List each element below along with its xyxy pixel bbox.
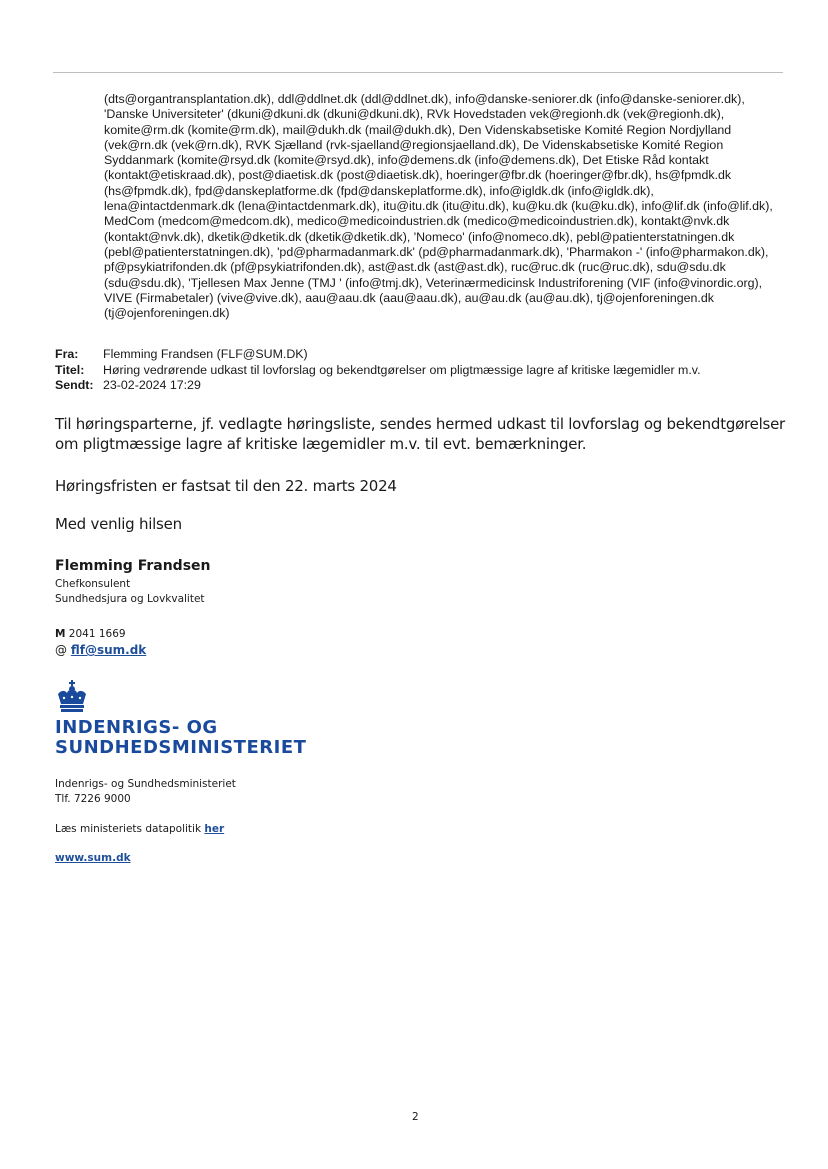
datapolicy-text: Læs ministeriets datapolitik: [55, 823, 202, 835]
email-link[interactable]: flf@sum.dk: [70, 643, 147, 657]
top-divider: [53, 72, 783, 73]
title-label: Titel:: [55, 363, 85, 377]
closing-greeting: Med venlig hilsen: [55, 515, 182, 533]
website-link[interactable]: www.sum.dk: [55, 852, 131, 864]
title-line: [55, 363, 795, 378]
crown-icon: [55, 680, 89, 714]
signature-department: Sundhedsjura og Lovkvalitet: [55, 593, 205, 605]
sent-label: Sendt:: [55, 378, 94, 392]
signature-role: Chefkonsulent: [55, 578, 131, 590]
logo-line-1: INDENRIGS- OG: [55, 717, 218, 738]
sent-line: [55, 378, 795, 393]
title-value: Høring vedrørende udkast til lovforslag og bekendtgørelser om pligtmæssige lagre af kritiske lægemidler m.v.: [103, 363, 701, 377]
ministry-logo-text: [55, 718, 306, 758]
logo-line-2: SUNDHEDSMINISTERIET: [55, 737, 307, 758]
datapolicy-line: [55, 822, 224, 837]
sent-value: 23-02-2024 17:29: [103, 378, 201, 392]
body-paragraph-2: Høringsfristen er fastsat til den 22. marts 2024: [55, 477, 397, 495]
datapolicy-link[interactable]: her: [204, 823, 225, 835]
from-line: [55, 347, 795, 362]
page-number: 2: [412, 1111, 419, 1123]
ministry-phone: Tlf. 7226 9000: [55, 793, 131, 805]
recipient-list: (dts@organtransplantation.dk), ddl@ddlnet.dk (ddl@ddlnet.dk), info@danske-seniorer.dk (info@danske-seniorer.dk), 'Danske Universiteter' (dkuni@dkuni.dk (dkuni@dkuni.dk), RVk Hovedstaden vek@regionh.dk (vek@regionh.dk), komite@rm.dk (komite@rm.dk), mail@dukh.dk (mail@dukh.dk), Den Videnskabsetiske Komité Region Nordjylland (vek@rn.dk (vek@rn.dk), RVK Sjælland (rvk-sjaelland@regionsjaelland.dk), De Videnskabsetiske Komité Region Syddanmark (komite@rsyd.dk (komite@rsyd.dk), info@demens.dk (info@demens.dk), Det Etiske Råd kontakt (kontakt@etiskraad.dk), post@diaetisk.dk (post@diaetisk.dk), hoeringer@fbr.dk (hoeringer@fbr.dk), hs@fpmdk.dk (hs@fpmdk.dk), fpd@danskeplatforme.dk (fpd@danskeplatforme.dk), info@igldk.dk (info@igldk.dk), lena@intactdenmark.dk (lena@intactdenmark.dk), itu@itu.dk (itu@itu.dk), ku@ku.dk (ku@ku.dk), info@lif.dk (info@lif.dk), MedCom (medcom@medcom.dk), medico@medicoindustrien.dk (medico@medicoindustrien.dk), kontakt@nvk.dk (kontakt@nvk.dk), dketik@dketik.dk (dketik@dketik.dk), 'Nomeco' (info@nomeco.dk), pebl@patienterstatningen.dk (pebl@patienterstatningen.dk), 'pd@pharmadanmark.dk' (pd@pharmadanmark.dk), 'Pharmakon -' (info@pharmakon.dk), pf@psykiatrifonden.dk (pf@psykiatrifonden.dk), ast@ast.dk (ast@ast.dk), ruc@ruc.dk (ruc@ruc.dk), sdu@sdu.dk (sdu@sdu.dk), 'Tjellesen Max Jenne (TMJ ' (info@tmj.dk), Veterinærmedicinsk Industriforening (VIF (info@vinordic.org), VIVE (Firmabetaler) (vive@vive.dk), aau@aau.dk (aau@aau.dk), au@au.dk (au@au.dk), tj@ojenforeningen.dk (tj@ojenforeningen.dk): [104, 92, 773, 321]
mobile-line: [55, 627, 126, 642]
from-label: Fra:: [55, 347, 79, 361]
website-line: [55, 851, 131, 866]
mobile-number: 2041 1669: [68, 628, 126, 640]
email-label: @: [55, 643, 67, 657]
body-paragraph-1: Til høringsparterne, jf. vedlagte høringsliste, sendes hermed udkast til lovforslag og bekendtgørelser om pligtmæssige lagre af kritiske lægemidler m.v. til evt. bemærkninger.: [55, 415, 785, 453]
signature-name: Flemming Frandsen: [55, 558, 211, 574]
mobile-label: M: [55, 628, 66, 640]
from-value: Flemming Frandsen (FLF@SUM.DK): [103, 347, 308, 361]
email-line: [55, 643, 146, 658]
ministry-name: Indenrigs- og Sundhedsministeriet: [55, 778, 236, 790]
